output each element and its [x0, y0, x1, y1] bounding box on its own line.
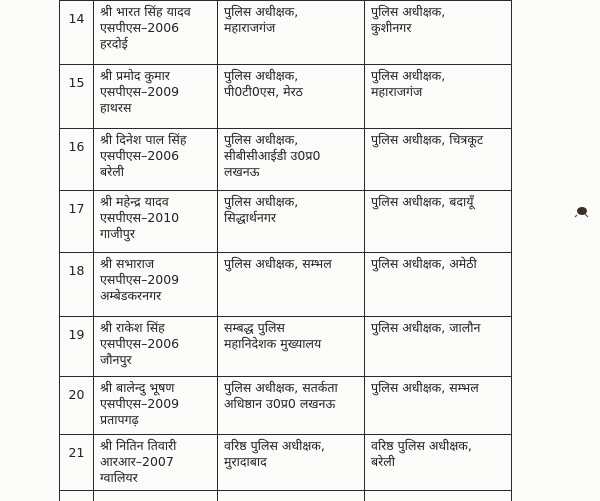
officer-service: एसपीएस–2009 [100, 84, 180, 99]
table-row [60, 129, 512, 191]
empty-cell [218, 491, 365, 501]
officer-name: श्री भारत सिंह यादव [100, 4, 191, 19]
current-posting-line: सिद्धार्थनगर [224, 210, 276, 225]
officer-home-district: हरदोई [100, 36, 128, 51]
current-posting-line: पी0टी0एस, मेरठ [224, 84, 303, 99]
empty-cell [365, 491, 512, 501]
current-posting-line: वरिष्ठ पुलिस अधीक्षक, [224, 438, 325, 453]
officer-home-district: जौनपुर [100, 352, 132, 367]
table-row-cut-off [60, 491, 512, 501]
new-posting-line: महाराजगंज [371, 84, 423, 99]
current-posting-line: पुलिस अधीक्षक, सम्भल [224, 256, 332, 271]
new-posting-line: पुलिस अधीक्षक, [371, 4, 446, 19]
table-row [60, 377, 512, 435]
officer-name: श्री सभाराज [100, 256, 155, 271]
officer-service: एसपीएस–2009 [100, 272, 180, 287]
table-row [60, 435, 512, 491]
current-posting-cell [218, 65, 365, 129]
table-row [60, 317, 512, 377]
empty-cell [60, 491, 94, 501]
officer-cell [94, 377, 218, 435]
officer-name: श्री बालेन्दु भूषण [100, 380, 175, 395]
officer-cell [94, 1, 218, 65]
officer-home-district: ग्वालियर [100, 470, 138, 485]
current-posting-cell [218, 435, 365, 491]
new-posting-cell [365, 435, 512, 491]
table-row [60, 191, 512, 253]
current-posting-line: सीबीसीआईडी उ0प्र0 [224, 148, 321, 163]
officer-name: श्री महेन्द्र यादव [100, 194, 169, 209]
officer-service: आरआर–2007 [100, 454, 174, 469]
ink-speck-mark [573, 205, 591, 219]
current-posting-cell [218, 253, 365, 317]
current-posting-cell [218, 129, 365, 191]
officer-cell [94, 129, 218, 191]
serial-number: 14 [60, 1, 94, 65]
new-posting-line: बरेली [371, 454, 395, 469]
officer-home-district: प्रतापगढ़ [100, 412, 139, 427]
current-posting-cell [218, 1, 365, 65]
serial-number: 18 [60, 253, 94, 317]
officer-name: श्री प्रमोद कुमार [100, 68, 170, 83]
new-posting-cell [365, 191, 512, 253]
table-row [60, 65, 512, 129]
officer-home-district: अम्बेडकरनगर [100, 288, 162, 303]
current-posting-line: सम्बद्ध पुलिस [224, 320, 285, 335]
serial-number: 15 [60, 65, 94, 129]
current-posting-line: पुलिस अधीक्षक, सतर्कता [224, 380, 338, 395]
officer-service: एसपीएस–2006 [100, 336, 180, 351]
officer-home-district: बरेली [100, 164, 124, 179]
empty-cell [94, 491, 218, 501]
new-posting-cell [365, 253, 512, 317]
new-posting-line: पुलिस अधीक्षक, बदायूँ [371, 194, 474, 209]
officer-home-district: हाथरस [100, 100, 132, 115]
current-posting-line: अधिष्ठान उ0प्र0 लखनऊ [224, 396, 336, 411]
new-posting-cell [365, 1, 512, 65]
officer-cell [94, 317, 218, 377]
officer-name: श्री नितिन तिवारी [100, 438, 177, 453]
new-posting-line: पुलिस अधीक्षक, जालौन [371, 320, 481, 335]
current-posting-cell [218, 191, 365, 253]
new-posting-line: पुलिस अधीक्षक, अमेठी [371, 256, 477, 271]
new-posting-line: पुलिस अधीक्षक, चित्रकूट [371, 132, 484, 147]
new-posting-cell [365, 317, 512, 377]
officer-name: श्री दिनेश पाल सिंह [100, 132, 187, 147]
officer-cell [94, 435, 218, 491]
table-row [60, 253, 512, 317]
current-posting-line: लखनऊ [224, 164, 260, 179]
current-posting-line: महानिदेशक मुख्यालय [224, 336, 322, 351]
serial-number: 17 [60, 191, 94, 253]
officer-name: श्री राकेश सिंह [100, 320, 165, 335]
serial-number: 19 [60, 317, 94, 377]
officer-cell [94, 253, 218, 317]
current-posting-line: मुरादाबाद [224, 454, 267, 469]
transfer-table [59, 0, 512, 501]
officer-service: एसपीएस–2006 [100, 20, 180, 35]
new-posting-line: पुलिस अधीक्षक, सम्भल [371, 380, 479, 395]
current-posting-cell [218, 377, 365, 435]
new-posting-cell [365, 65, 512, 129]
officer-service: एसपीएस–2010 [100, 210, 180, 225]
new-posting-cell [365, 129, 512, 191]
new-posting-cell [365, 377, 512, 435]
officer-cell [94, 191, 218, 253]
table-row [60, 1, 512, 65]
officer-home-district: गाजीपुर [100, 226, 136, 241]
new-posting-line: वरिष्ठ पुलिस अधीक्षक, [371, 438, 472, 453]
current-posting-line: पुलिस अधीक्षक, [224, 68, 299, 83]
current-posting-line: पुलिस अधीक्षक, [224, 4, 299, 19]
serial-number: 16 [60, 129, 94, 191]
current-posting-cell [218, 317, 365, 377]
current-posting-line: महाराजगंज [224, 20, 276, 35]
serial-number: 21 [60, 435, 94, 491]
officer-cell [94, 65, 218, 129]
officer-service: एसपीएस–2009 [100, 396, 180, 411]
new-posting-line: कुशीनगर [371, 20, 412, 35]
current-posting-line: पुलिस अधीक्षक, [224, 132, 299, 147]
new-posting-line: पुलिस अधीक्षक, [371, 68, 446, 83]
serial-number: 20 [60, 377, 94, 435]
current-posting-line: पुलिस अधीक्षक, [224, 194, 299, 209]
officer-service: एसपीएस–2006 [100, 148, 180, 163]
